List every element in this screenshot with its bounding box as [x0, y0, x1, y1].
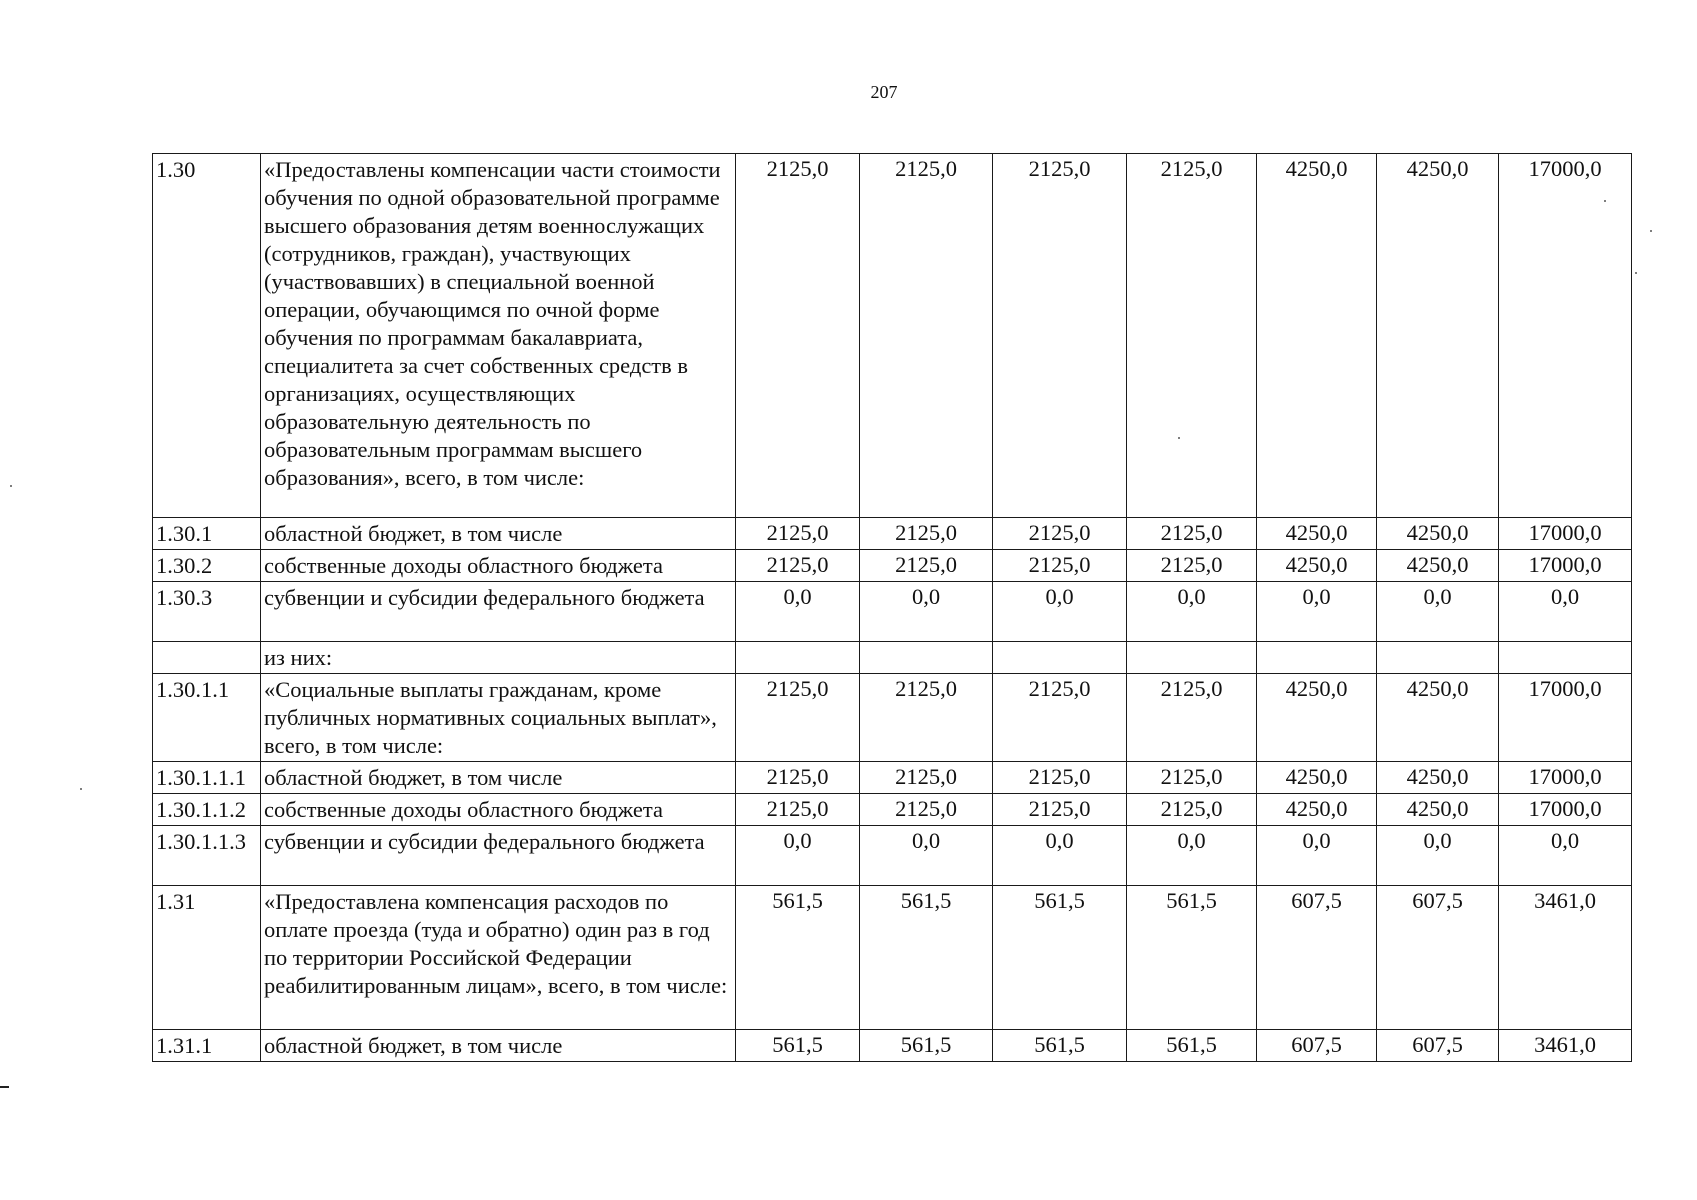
page-number: 207 [870, 82, 898, 102]
value-cell: 0,0 [1127, 826, 1257, 886]
row-description: собственные доходы областного бюджета [261, 550, 736, 582]
value-cell: 0,0 [993, 826, 1127, 886]
value-cell: 4250,0 [1257, 518, 1377, 550]
row-code: 1.30.3 [153, 582, 261, 642]
value-cell: 17000,0 [1499, 154, 1632, 518]
value-cell: 2125,0 [736, 518, 860, 550]
value-cell: 2125,0 [860, 550, 993, 582]
value-cell: 2125,0 [1127, 762, 1257, 794]
value-cell: 4250,0 [1257, 794, 1377, 826]
value-cell: 561,5 [860, 1030, 993, 1062]
value-cell: 4250,0 [1257, 550, 1377, 582]
value-cell: 4250,0 [1257, 154, 1377, 518]
table-row [153, 794, 1632, 826]
row-description: областной бюджет, в том числе [261, 762, 736, 794]
value-cell: 0,0 [1499, 826, 1632, 886]
value-cell [1499, 642, 1632, 674]
budget-table [152, 153, 1632, 1062]
value-cell: 561,5 [1127, 886, 1257, 1030]
value-cell: 4250,0 [1377, 762, 1499, 794]
value-cell: 2125,0 [993, 518, 1127, 550]
row-description: из них: [261, 642, 736, 674]
row-description: собственные доходы областного бюджета [261, 794, 736, 826]
value-cell [1257, 642, 1377, 674]
value-cell: 2125,0 [736, 794, 860, 826]
value-cell: 2125,0 [736, 550, 860, 582]
row-description: «Предоставлены компенсации части стоимости обучения по одной образовательной программе высшего образования детям военнослужащих (сотрудников, граждан), участвующих (участвовавших) в специальной военной операции, обучающимся по очной форме обучения по программам бакалавриата, специалитета за счет собственных средств в организациях, осуществляющих образовательную деятельность по образовательным программам высшего образования», всего, в том числе: [261, 154, 736, 518]
value-cell: 607,5 [1377, 1030, 1499, 1062]
value-cell [736, 642, 860, 674]
scan-speck [80, 788, 82, 790]
scan-speck [1178, 437, 1180, 439]
row-code: 1.30 [153, 154, 261, 518]
row-description: областной бюджет, в том числе [261, 518, 736, 550]
value-cell: 2125,0 [1127, 794, 1257, 826]
scan-speck [1650, 230, 1652, 232]
value-cell: 0,0 [1127, 582, 1257, 642]
row-description: «Предоставлена компенсация расходов по оплате проезда (туда и обратно) один раз в год по территории Российской Федерации реабилитированным лицам», всего, в том числе: [261, 886, 736, 1030]
scan-speck [10, 485, 12, 487]
table-row [153, 642, 1632, 674]
value-cell: 2125,0 [736, 154, 860, 518]
value-cell: 561,5 [736, 1030, 860, 1062]
value-cell: 2125,0 [1127, 550, 1257, 582]
row-description: областной бюджет, в том числе [261, 1030, 736, 1062]
value-cell: 0,0 [1377, 582, 1499, 642]
value-cell: 4250,0 [1377, 518, 1499, 550]
scan-speck [1635, 272, 1637, 274]
value-cell: 0,0 [1377, 826, 1499, 886]
value-cell: 0,0 [1499, 582, 1632, 642]
row-code: 1.31 [153, 886, 261, 1030]
value-cell: 17000,0 [1499, 762, 1632, 794]
row-code: 1.30.2 [153, 550, 261, 582]
row-description: субвенции и субсидии федерального бюджета [261, 582, 736, 642]
value-cell: 17000,0 [1499, 550, 1632, 582]
value-cell: 4250,0 [1377, 794, 1499, 826]
value-cell: 2125,0 [993, 154, 1127, 518]
value-cell: 3461,0 [1499, 1030, 1632, 1062]
value-cell: 2125,0 [860, 154, 993, 518]
value-cell [860, 642, 993, 674]
table-row [153, 826, 1632, 886]
table-row [153, 154, 1632, 518]
value-cell: 4250,0 [1377, 550, 1499, 582]
value-cell: 2125,0 [736, 762, 860, 794]
value-cell: 2125,0 [860, 674, 993, 762]
value-cell: 561,5 [993, 886, 1127, 1030]
table-row [153, 582, 1632, 642]
table-row [153, 550, 1632, 582]
value-cell: 0,0 [860, 826, 993, 886]
value-cell: 2125,0 [993, 674, 1127, 762]
value-cell: 2125,0 [860, 762, 993, 794]
value-cell: 0,0 [736, 582, 860, 642]
value-cell [1377, 642, 1499, 674]
row-description: субвенции и субсидии федерального бюджета [261, 826, 736, 886]
value-cell: 2125,0 [860, 794, 993, 826]
value-cell: 607,5 [1377, 886, 1499, 1030]
value-cell [993, 642, 1127, 674]
value-cell: 4250,0 [1377, 154, 1499, 518]
value-cell: 2125,0 [993, 550, 1127, 582]
value-cell: 561,5 [736, 886, 860, 1030]
row-code: 1.30.1 [153, 518, 261, 550]
table-row [153, 762, 1632, 794]
value-cell: 2125,0 [736, 674, 860, 762]
table-row [153, 886, 1632, 1030]
row-code: 1.31.1 [153, 1030, 261, 1062]
value-cell: 561,5 [1127, 1030, 1257, 1062]
value-cell: 2125,0 [993, 794, 1127, 826]
row-code [153, 642, 261, 674]
value-cell: 0,0 [1257, 826, 1377, 886]
row-code: 1.30.1.1.1 [153, 762, 261, 794]
value-cell: 0,0 [993, 582, 1127, 642]
value-cell: 561,5 [993, 1030, 1127, 1062]
value-cell: 4250,0 [1257, 762, 1377, 794]
scan-edge-mark [0, 1086, 9, 1088]
value-cell: 3461,0 [1499, 886, 1632, 1030]
value-cell: 607,5 [1257, 1030, 1377, 1062]
value-cell: 4250,0 [1257, 674, 1377, 762]
value-cell: 4250,0 [1377, 674, 1499, 762]
value-cell: 17000,0 [1499, 674, 1632, 762]
value-cell [1127, 642, 1257, 674]
value-cell: 17000,0 [1499, 794, 1632, 826]
value-cell: 0,0 [736, 826, 860, 886]
table-row [153, 1030, 1632, 1062]
value-cell: 561,5 [860, 886, 993, 1030]
row-code: 1.30.1.1.3 [153, 826, 261, 886]
value-cell: 2125,0 [860, 518, 993, 550]
value-cell: 607,5 [1257, 886, 1377, 1030]
value-cell: 2125,0 [1127, 518, 1257, 550]
row-description: «Социальные выплаты гражданам, кроме публичных нормативных социальных выплат», всего, в том числе: [261, 674, 736, 762]
value-cell: 2125,0 [993, 762, 1127, 794]
table-row [153, 518, 1632, 550]
value-cell: 0,0 [1257, 582, 1377, 642]
value-cell: 2125,0 [1127, 154, 1257, 518]
value-cell: 17000,0 [1499, 518, 1632, 550]
row-code: 1.30.1.1.2 [153, 794, 261, 826]
table-row [153, 674, 1632, 762]
scan-speck [1604, 200, 1606, 202]
row-code: 1.30.1.1 [153, 674, 261, 762]
value-cell: 2125,0 [1127, 674, 1257, 762]
value-cell: 0,0 [860, 582, 993, 642]
